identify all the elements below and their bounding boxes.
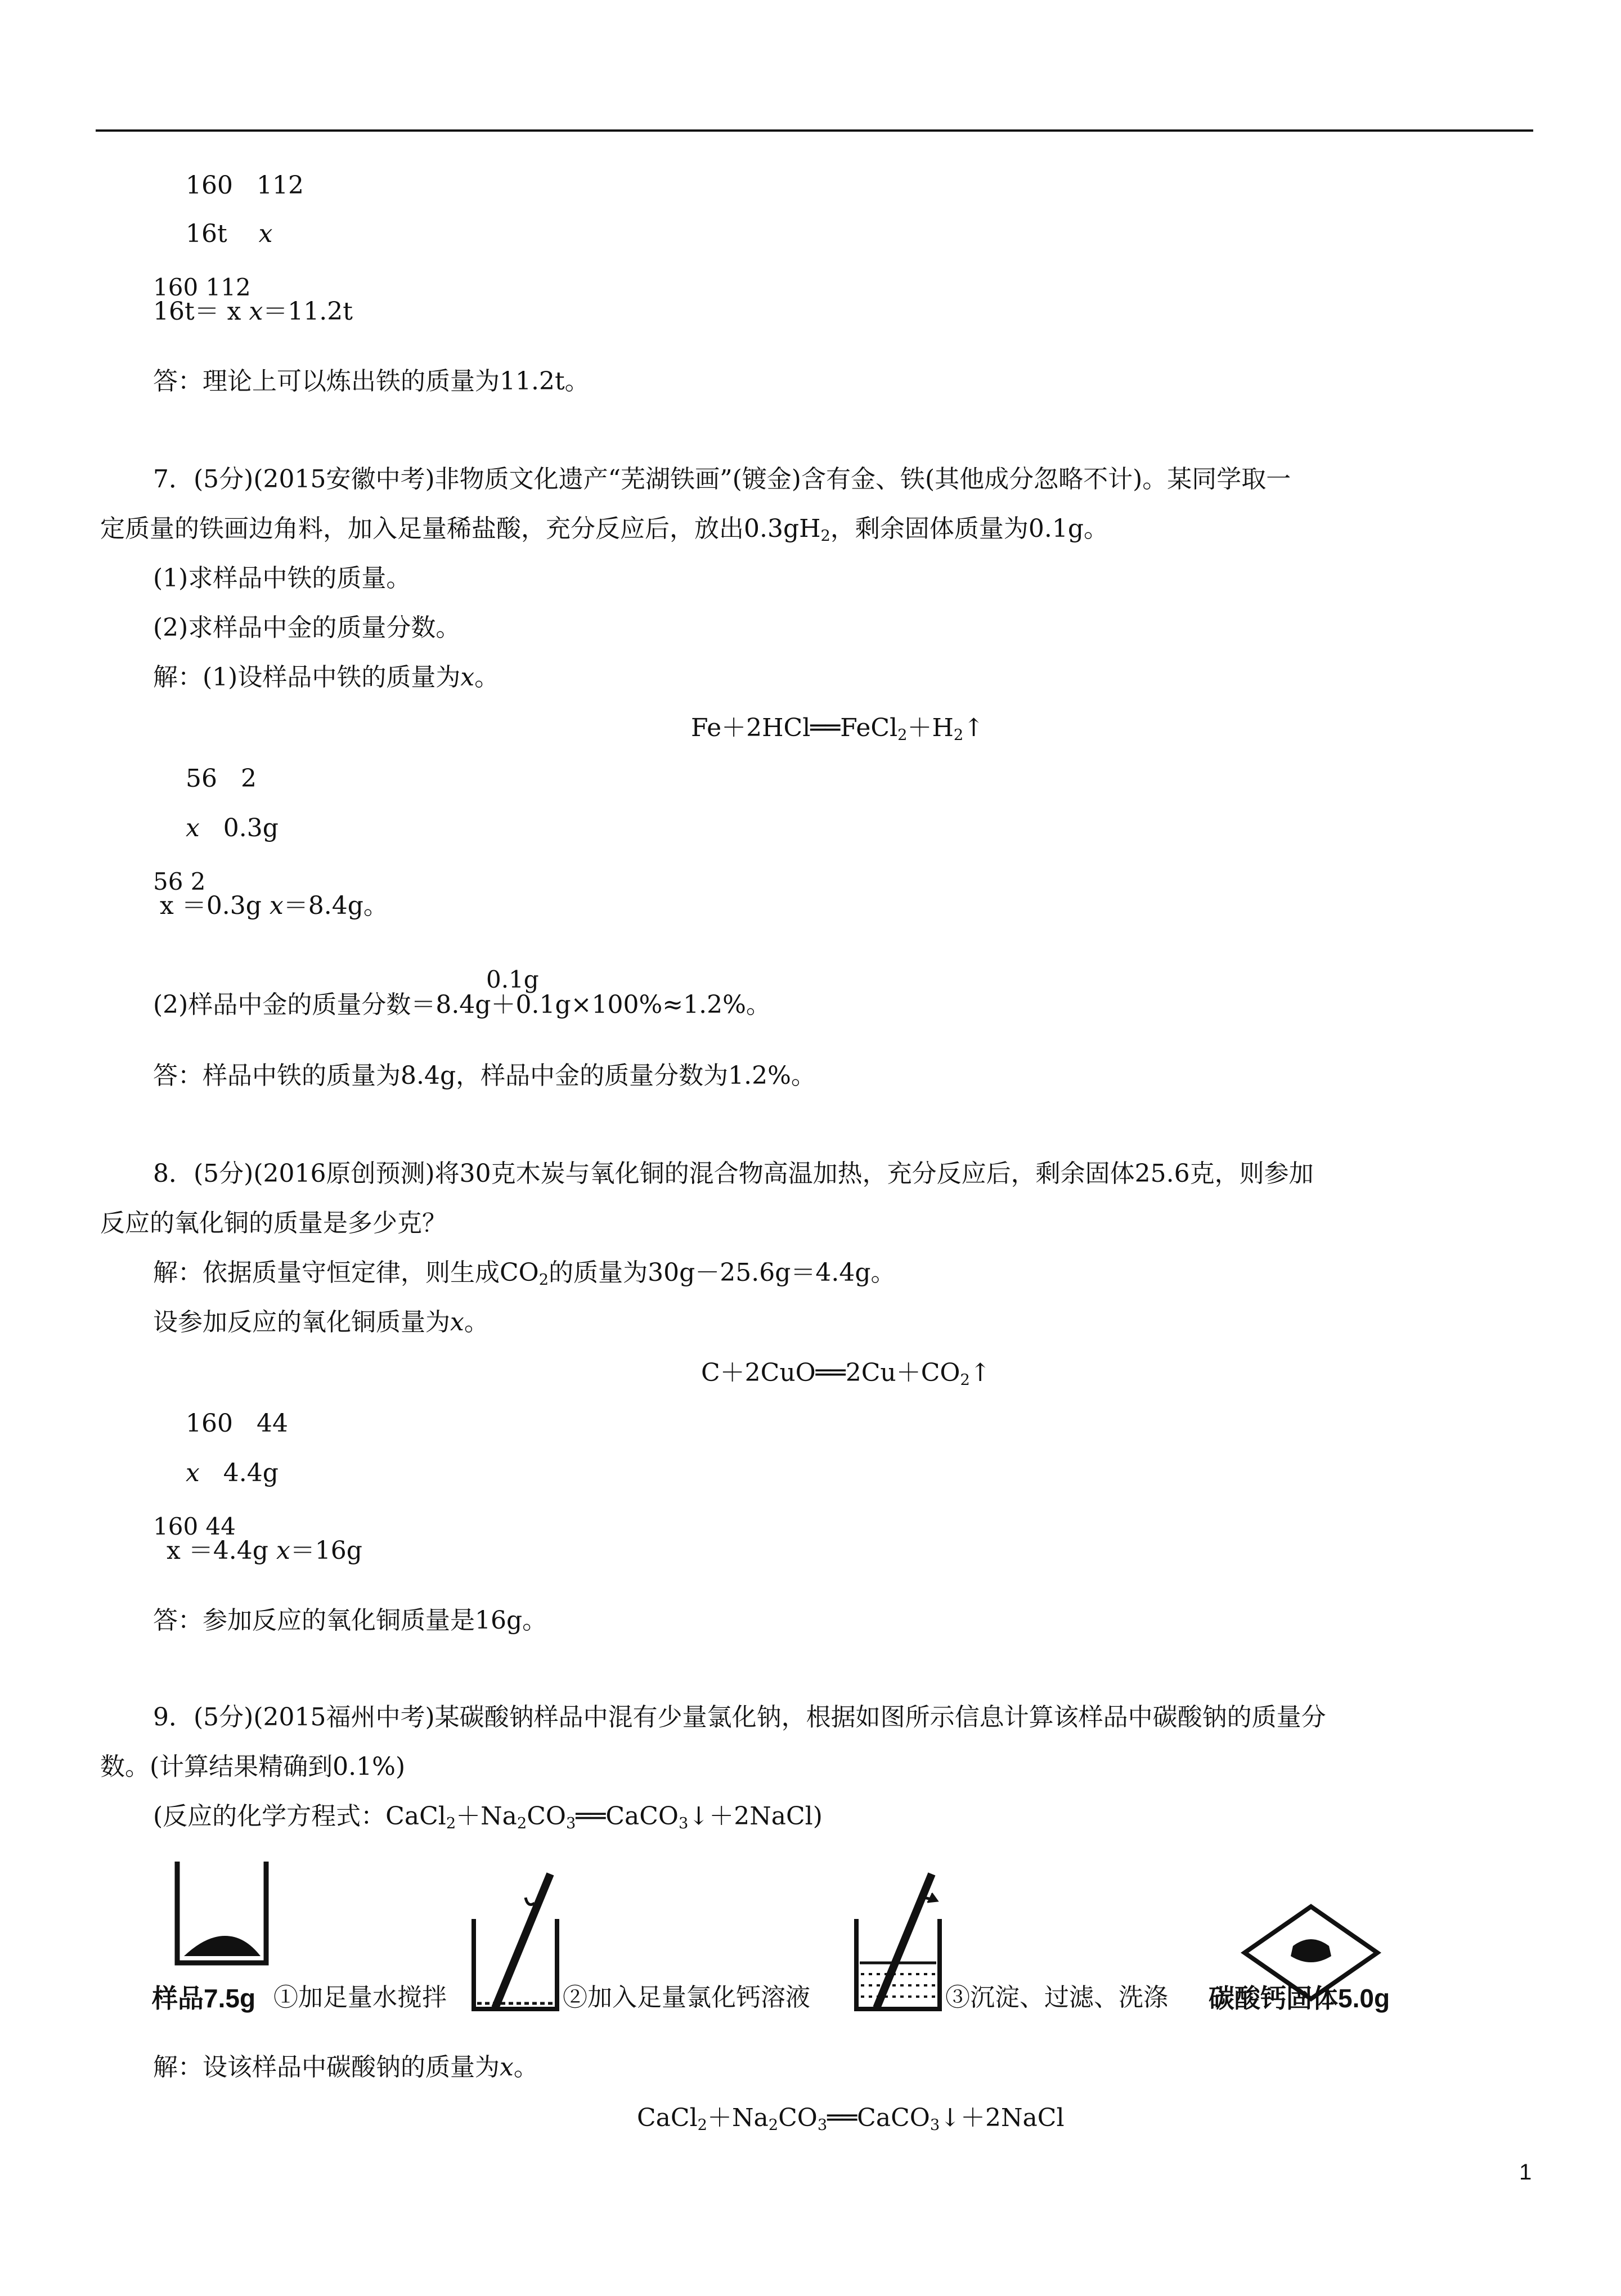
q9-reaction-note: (反应的化学方程式：$CaCl_2+Na_2CO_3══CaCO_3↓+2NaCl$) — [153, 1802, 823, 1832]
q8-proportion-numerators: 160 44 — [153, 1513, 236, 1540]
q8-answer: 答：参加反应的氧化铜质量是16g。 — [153, 1606, 547, 1635]
q7-proportion-numerators: 56 2 — [153, 868, 206, 895]
header-rule — [96, 129, 1533, 132]
fig-step-2: ②加入足量氯化钙溶液 — [563, 1983, 810, 2012]
proportion-line: 16t＝ x x＝11.2t — [153, 297, 353, 326]
q8-line-1: 8．(5分)(2016原创预测)将30克木炭与氧化铜的混合物高温加热，充分反应后，剩余固体25.6克，则参加 — [153, 1159, 1314, 1188]
beaker-precipitate-illustration — [850, 1868, 968, 2037]
answer-iron-mass: 答：理论上可以炼出铁的质量为11.2t。 — [153, 367, 590, 396]
q8-solution-line-2: 设参加反应的氧化铜质量为x。 — [153, 1308, 489, 1337]
fig-sample-label: 样品7.5g — [152, 1984, 256, 2013]
q7-ratio-row-1: 56 2 — [186, 764, 257, 793]
ratio-row-2: 16t x — [186, 219, 273, 248]
q7-ratio-row-2: x 0.3g — [186, 814, 279, 842]
q8-equation: $C+2CuO══2Cu+CO_2↑$ — [701, 1358, 991, 1389]
q8-ratio-row-2: x 4.4g — [186, 1459, 279, 1487]
q8-line-2: 反应的氧化铜的质量是多少克？ — [100, 1209, 447, 1237]
q8-proportion-line: x ＝4.4g x＝16g — [167, 1536, 362, 1565]
page-number: 1 — [1519, 2160, 1532, 2185]
beaker-stirring-illustration — [467, 1868, 574, 2037]
q9-solution-setup: 解：设该样品中碳酸钠的质量为x。 — [153, 2053, 538, 2082]
proportion-numerators: 160 112 — [153, 273, 251, 301]
q7-proportion-line: x ＝0.3g x＝8.4g。 — [160, 891, 388, 920]
beaker-sample-illustration — [172, 1857, 273, 1970]
q9-equation: $CaCl_2+Na_2CO_3══CaCO_3↓+2NaCl$ — [637, 2104, 1065, 2134]
q7-fraction-numerator: 0.1g — [486, 966, 539, 993]
q8-solution-line-1: 解：依据质量守恒定律，则生成$CO_2$的质量为30g－25.6g＝4.4g。 — [153, 1258, 896, 1289]
q7-line-2: 定质量的铁画边角料，加入足量稀盐酸，充分反应后，放出$0.3gH_2$，剩余固体质量为0.1g。 — [100, 514, 1109, 545]
q9-line-2: 数。(计算结果精确到0.1%) — [100, 1752, 406, 1781]
fig-result-label: 碳酸钙固体5.0g — [1209, 1984, 1390, 2013]
q7-part-1: (1)求样品中铁的质量。 — [153, 564, 411, 593]
q9-line-1: 9．(5分)(2015福州中考)某碳酸钠样品中混有少量氯化钠，根据如图所示信息计算该样品中碳酸钠的质量分 — [153, 1703, 1326, 1732]
q7-part-2: (2)求样品中金的质量分数。 — [153, 613, 461, 642]
q7-equation: $Fe+2HCl══FeCl_2+H_2↑$ — [691, 714, 985, 744]
q7-part-2-solution: (2)样品中金的质量分数＝8.4g＋0.1g×100%≈1.2%。 — [153, 990, 771, 1019]
ratio-row-1: 160 112 — [186, 171, 304, 200]
q7-solution-setup: 解：(1)设样品中铁的质量为x。 — [153, 663, 500, 692]
fig-step-3: ③沉淀、过滤、洗涤 — [945, 1983, 1168, 2012]
q7-answer: 答：样品中铁的质量为8.4g，样品中金的质量分数为1.2%。 — [153, 1061, 816, 1090]
fig-step-1: ①加足量水搅拌 — [273, 1983, 447, 2012]
q8-ratio-row-1: 160 44 — [186, 1409, 288, 1438]
q7-line-1: 7．(5分)(2015安徽中考)非物质文化遗产“芜湖铁画”(镀金)含有金、铁(其他成分忽略不计)。某同学取一 — [153, 465, 1291, 494]
